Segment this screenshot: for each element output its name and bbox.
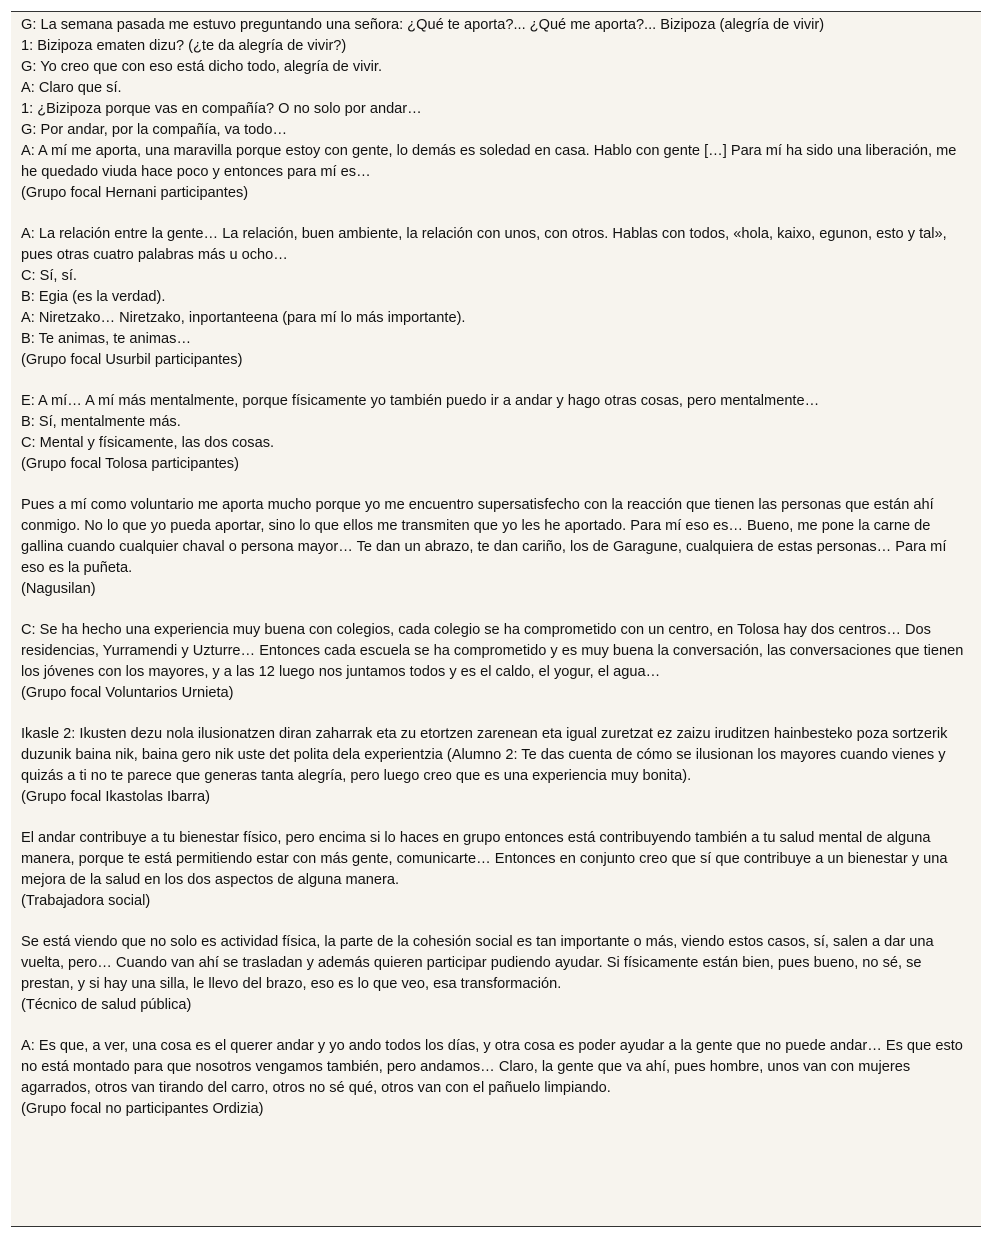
- quote-source: (Técnico de salud pública): [21, 997, 192, 1013]
- quotes-table: [11, 11, 981, 1227]
- quote-block-urnieta: [21, 620, 971, 704]
- quote-line: Ikasle 2: Ikusten dezu nola ilusionatzen diran zaharrak eta zu etortzen zarenean eta igual zuretzat ez zaizu iruditzen hainbesteko poza sortzerik duzunik baina nik, baina gero nik uste det polita dela experientzia (Alumno 2: Te das cuenta de cómo se ilusionan los mayores cuando vienes y quizás a ti no te parece que generas tanta alegría, pero luego creo que es una experiencia muy bonita).: [21, 726, 948, 784]
- quote-line: Pues a mí como voluntario me aporta mucho porque yo me encuentro supersatisfecho con la reacción que tienen las personas que están ahí conmigo. No lo que yo pueda aportar, sino lo que ellos me transmiten que yo les he aportado. Para mí eso es… Bueno, me pone la carne de gallina cuando cualquier chaval o persona mayor… Te dan un abrazo, te dan cariño, los de Garagune, cualquiera de estas personas… Para mí eso es la puñeta.: [21, 497, 947, 576]
- quote-line: C: Se ha hecho una experiencia muy buena con colegios, cada colegio se ha comprometido con un centro, en Tolosa hay dos centros… Dos residencias, Yurramendi y Uzturre… Entonces cada escuela se ha comprometido y es muy buena la conversación, las conversaciones que tienen los jóvenes con los mayores, y a las 12 luego nos juntamos todos y es el caldo, el yogur, el agua…: [21, 622, 964, 680]
- quote-source: (Grupo focal no participantes Ordizia): [21, 1101, 264, 1117]
- quote-line: G: Por andar, por la compañía, va todo…: [21, 122, 288, 138]
- quote-line: A: Es que, a ver, una cosa es el querer andar y yo ando todos los días, y otra cosa es poder ayudar a la gente que no puede andar… Es que esto no está montado para que nosotros vengamos también, pero andamos… Claro, la gente que va ahí, pues hombre, unos van con mujeres agarrados, otros van tirando del carro, otros no sé qué, otros van con el pañuelo limpiando.: [21, 1038, 963, 1096]
- quote-line: A: La relación entre la gente… La relación, buen ambiente, la relación con unos, con otros. Hablas con todos, «hola, kaixo, egunon, esto y tal», pues otras cuatro palabras más u ocho…: [21, 226, 947, 263]
- quote-line: Se está viendo que no solo es actividad física, la parte de la cohesión social es tan importante o más, viendo estos casos, sí, salen a dar una vuelta, pero… Cuando van ahí se trasladan y además quieren participar pudiendo ayudar. Si físicamente están bien, pues bueno, no sé, se prestan, y si hay una silla, le llevo del brazo, eso es lo que veo, esa transformación.: [21, 934, 934, 992]
- quote-block-hernani: [21, 15, 971, 204]
- quote-block-ordizia: [21, 1036, 971, 1120]
- quote-source: (Trabajadora social): [21, 893, 151, 909]
- quote-line: El andar contribuye a tu bienestar físico, pero encima si lo haces en grupo entonces está contribuyendo también a tu salud mental de alguna manera, porque te está permitiendo estar con más gente, comunicarte… Entonces en conjunto creo que sí que contribuye a un bienestar y una mejora de la salud en los dos aspectos de alguna manera.: [21, 830, 948, 888]
- quote-source: (Grupo focal Hernani participantes): [21, 185, 249, 201]
- quote-block-salud-publica: [21, 932, 971, 1016]
- quote-block-ibarra: [21, 724, 971, 808]
- quote-line: 1: ¿Bizipoza porque vas en compañía? O no solo por andar…: [21, 101, 422, 117]
- quote-line: A: Niretzako… Niretzako, inportanteena (para mí lo más importante).: [21, 310, 466, 326]
- quote-source: (Nagusilan): [21, 581, 96, 597]
- quote-block-nagusilan: [21, 495, 971, 600]
- quote-source: (Grupo focal Voluntarios Urnieta): [21, 685, 234, 701]
- quote-source: (Grupo focal Ikastolas Ibarra): [21, 789, 210, 805]
- quote-line: G: Yo creo que con eso está dicho todo, alegría de vivir.: [21, 59, 383, 75]
- quote-source: (Grupo focal Tolosa participantes): [21, 456, 239, 472]
- quote-block-trabajadora-social: [21, 828, 971, 912]
- quote-line: A: Claro que sí.: [21, 80, 122, 96]
- quote-line: G: La semana pasada me estuvo preguntando una señora: ¿Qué te aporta?... ¿Qué me aporta?... Bizipoza (alegría de vivir): [21, 17, 825, 33]
- quote-line: C: Sí, sí.: [21, 268, 77, 284]
- quote-line: B: Te animas, te animas…: [21, 331, 192, 347]
- quote-source: (Grupo focal Usurbil participantes): [21, 352, 243, 368]
- quote-line: A: A mí me aporta, una maravilla porque estoy con gente, lo demás es soledad en casa. Hablo con gente […] Para mí ha sido una liberación, me he quedado viuda hace poco y entonces para mí es…: [21, 143, 957, 180]
- quote-line: B: Sí, mentalmente más.: [21, 414, 181, 430]
- quote-line: C: Mental y físicamente, las dos cosas.: [21, 435, 275, 451]
- quote-line: 1: Bizipoza ematen dizu? (¿te da alegría de vivir?): [21, 38, 347, 54]
- quote-block-tolosa: [21, 391, 971, 475]
- quote-line: B: Egia (es la verdad).: [21, 289, 166, 305]
- quote-line: E: A mí… A mí más mentalmente, porque físicamente yo también puedo ir a andar y hago otras cosas, pero mentalmente…: [21, 393, 820, 409]
- quote-block-usurbil: [21, 224, 971, 371]
